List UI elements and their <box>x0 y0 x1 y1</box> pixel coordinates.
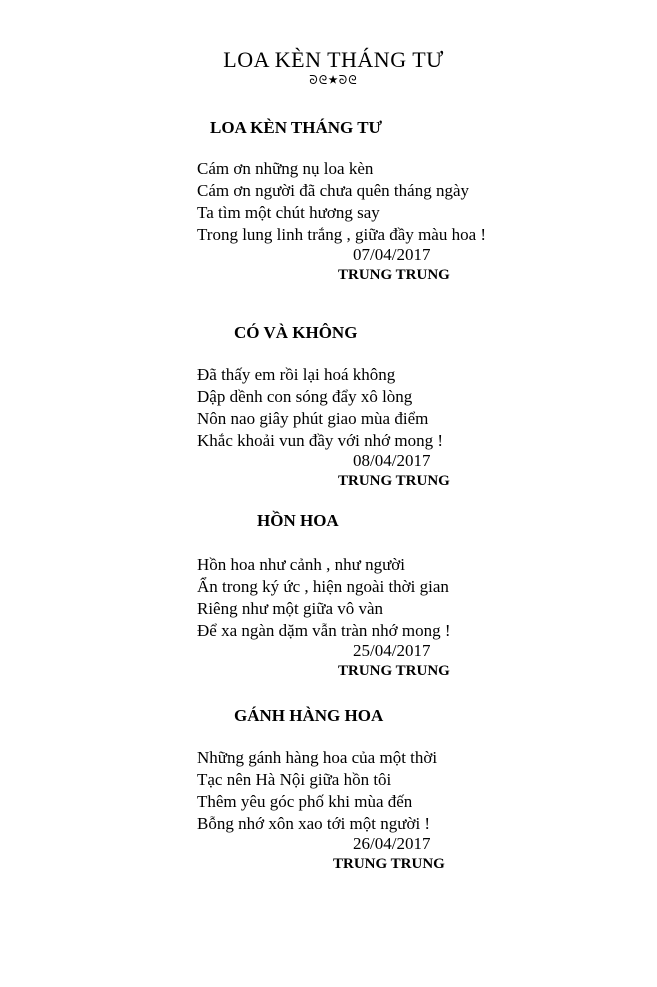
poem-author: TRUNG TRUNG <box>338 473 450 489</box>
poem-stanza <box>197 747 437 835</box>
poem-author: TRUNG TRUNG <box>338 663 450 679</box>
poem-line: Ta tìm một chút hương say <box>197 203 380 222</box>
poem-line: Ẩn trong ký ức , hiện ngoài thời gian <box>197 577 449 596</box>
poem-line: Riêng như một giữa vô vàn <box>197 599 384 618</box>
poem-stanza <box>197 554 451 642</box>
poem-date: 07/04/2017 <box>353 245 431 264</box>
poem-date: 26/04/2017 <box>353 834 431 853</box>
poem-line: Đã thấy em rồi lại hoá không <box>197 365 396 384</box>
poem-title: LOA KÈN THÁNG TƯ <box>210 118 383 137</box>
poem-title: HỒN HOA <box>257 511 339 530</box>
poem-author: TRUNG TRUNG <box>333 856 445 872</box>
poem-line: Nôn nao giây phút giao mùa điểm <box>197 409 429 428</box>
poem-line: Dập dềnh con sóng đẩy xô lòng <box>197 387 413 406</box>
poem-line: Những gánh hàng hoa của một thời <box>197 748 438 767</box>
poem-title: GÁNH HÀNG HOA <box>234 706 384 725</box>
poem-line: Trong lung linh trắng , giữa đầy màu hoa ! <box>197 225 487 244</box>
poem-line: Bỗng nhớ xôn xao tới một người ! <box>197 814 431 833</box>
page-title: LOA KÈN THÁNG TƯ <box>223 47 444 72</box>
poem-date: 25/04/2017 <box>353 641 431 660</box>
poem-line: Khắc khoải vun đầy với nhớ mong ! <box>197 431 444 450</box>
poem-line: Cám ơn người đã chưa quên tháng ngày <box>197 181 469 200</box>
poem-date: 08/04/2017 <box>353 451 431 470</box>
poem-line: Cám ơn những nụ loa kèn <box>197 159 374 178</box>
poem-line: Thêm yêu góc phố khi mùa đến <box>197 792 413 811</box>
poem-line: Để xa ngàn dặm vẫn tràn nhớ mong ! <box>197 621 451 640</box>
poem-stanza <box>197 158 486 246</box>
ornament-divider: ᘐᘓ★ᘐᘓ <box>309 73 358 87</box>
poem-line: Hồn hoa như cảnh , như người <box>197 555 406 574</box>
poem-line: Tạc nên Hà Nội giữa hồn tôi <box>197 770 392 789</box>
poem-author: TRUNG TRUNG <box>338 267 450 283</box>
poem-title: CÓ VÀ KHÔNG <box>234 323 358 342</box>
poem-stanza <box>197 364 443 452</box>
